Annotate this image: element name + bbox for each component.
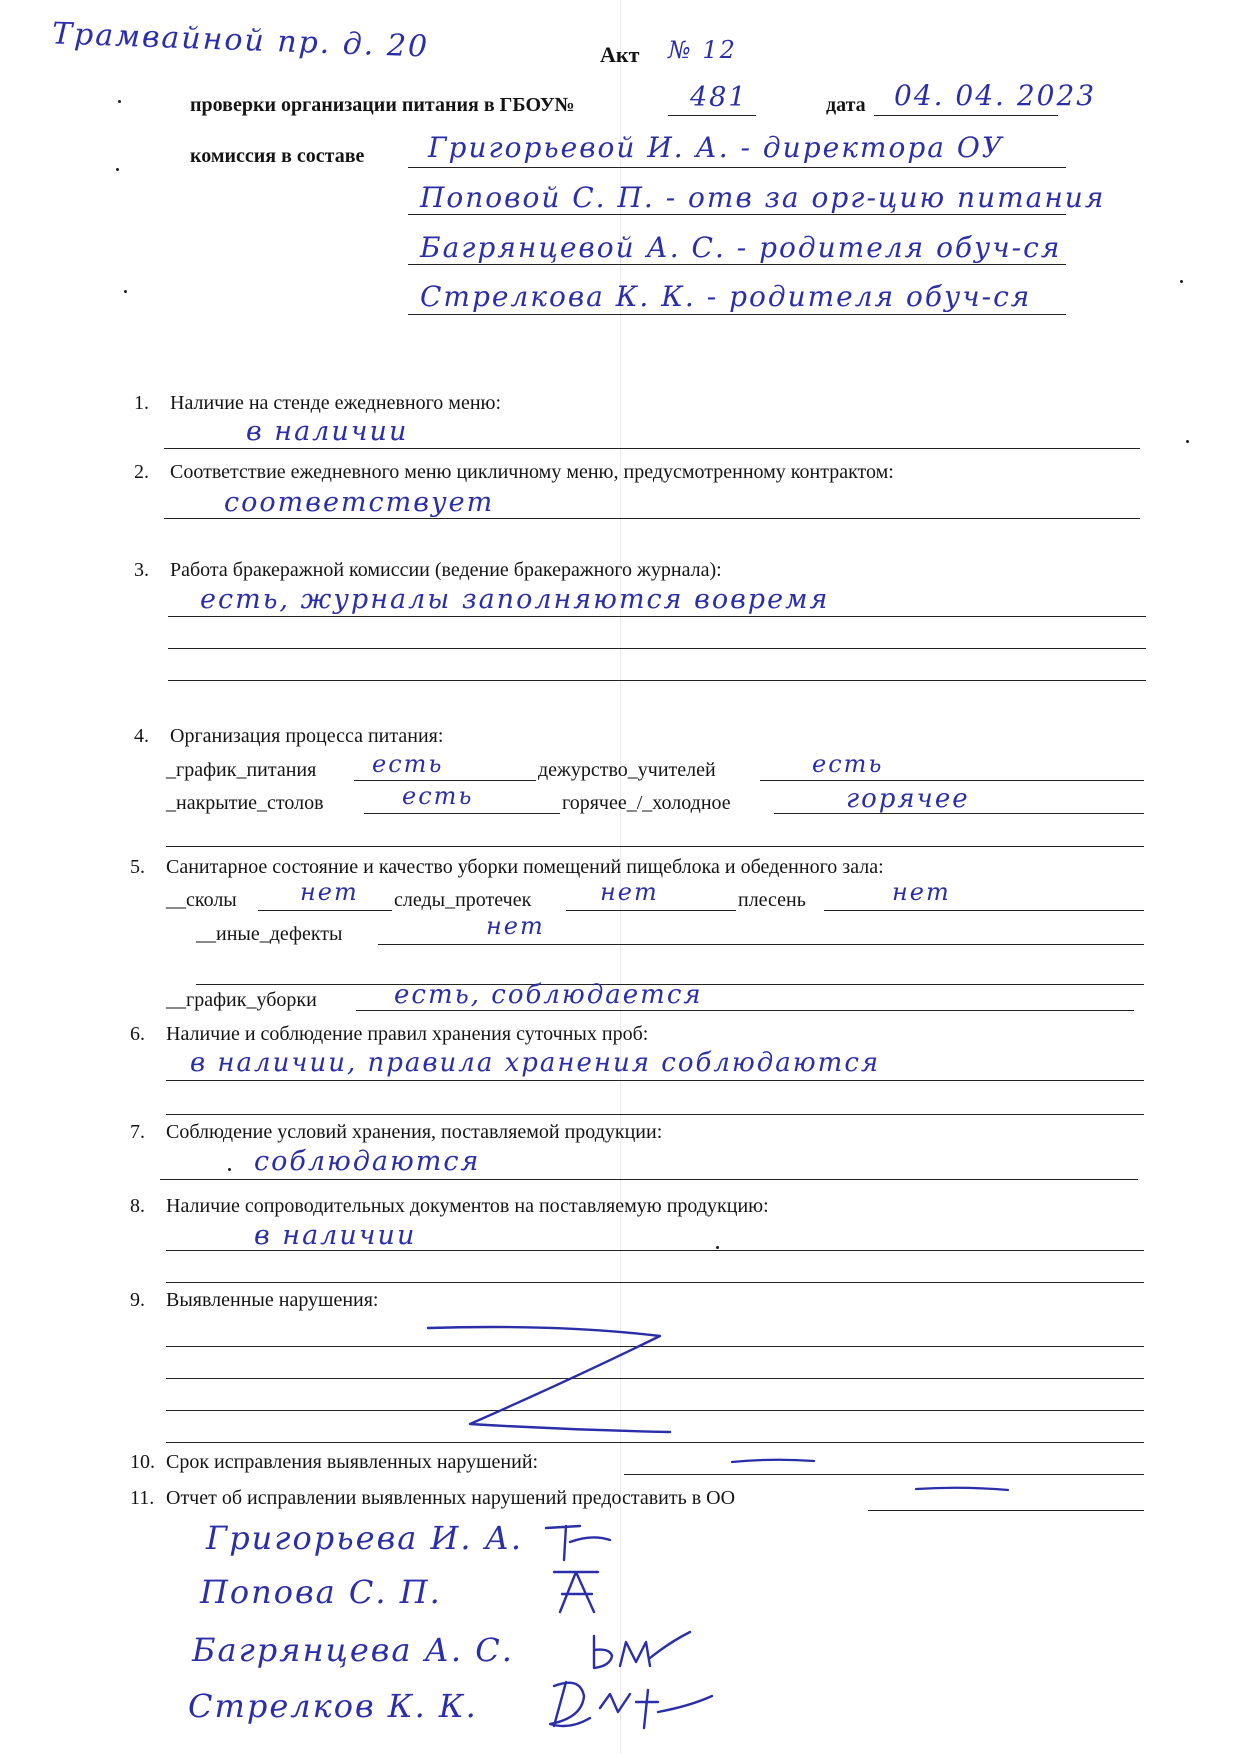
leaks-label: следы_протечек — [394, 889, 532, 911]
item-1-number: 1. — [134, 392, 149, 414]
item-3-number: 3. — [134, 559, 149, 581]
item-5-label: Санитарное состояние и качество уборки помещений пищеблока и обеденного зала: — [166, 856, 884, 878]
signer-3-signature — [586, 1622, 696, 1678]
item-8-line-2 — [166, 1282, 1144, 1283]
item-8-line-1 — [166, 1250, 1144, 1251]
commission-member-1: Григорьевой И. А. - директора ОУ — [428, 131, 1005, 164]
signer-2-signature — [546, 1562, 616, 1618]
commission-line-1 — [408, 167, 1066, 168]
schedule-label: _график_питания — [166, 759, 317, 781]
item-10-dash-mark — [728, 1456, 818, 1466]
item-1-line — [164, 448, 1140, 449]
duty-line — [760, 780, 1144, 781]
mold-line — [824, 910, 1144, 911]
commission-label: комиссия в составе — [190, 145, 365, 167]
school-number-line — [668, 115, 756, 116]
hotcold-value: горячее — [846, 784, 970, 814]
item-3-answer: есть, журналы заполняются вовремя — [200, 584, 830, 615]
item-3-line-1 — [168, 616, 1146, 617]
scan-speck — [716, 1246, 719, 1249]
scan-speck — [1180, 280, 1183, 283]
item-3-line-3 — [168, 680, 1146, 681]
item-2-line — [164, 518, 1140, 519]
cleaning-value: есть, соблюдается — [394, 980, 703, 1010]
item-8-answer: в наличии — [254, 1220, 417, 1251]
leaks-value: нет — [600, 878, 659, 906]
item-6-number: 6. — [130, 1023, 145, 1045]
signer-2-name: Попова С. П. — [200, 1573, 442, 1611]
signer-4-name: Стрелков К. К. — [188, 1687, 478, 1725]
schedule-value: есть — [372, 750, 444, 778]
item-8-label: Наличие сопроводительных документов на поставляемую продукцию: — [166, 1195, 769, 1217]
item-4-number: 4. — [134, 725, 149, 747]
schedule-line — [354, 780, 536, 781]
chips-value: нет — [300, 878, 359, 906]
item-10-line — [624, 1474, 1144, 1475]
item-11-line — [868, 1510, 1144, 1511]
item-9-line-4 — [166, 1442, 1144, 1443]
signer-1-signature — [540, 1512, 630, 1564]
item-2-answer: соответствует — [224, 487, 495, 518]
tables-line — [364, 813, 560, 814]
item-6-answer: в наличии, правила хранения соблюдаются — [190, 1048, 881, 1078]
scan-speck — [228, 1168, 231, 1171]
chips-line — [258, 910, 392, 911]
signer-3-name: Багрянцева А. С. — [192, 1631, 514, 1669]
commission-member-4: Стрелкова К. К. - родителя обуч-ся — [420, 280, 1032, 313]
item-6-label: Наличие и соблюдение правил хранения суточных проб: — [166, 1023, 649, 1045]
item-7-number: 7. — [130, 1121, 145, 1143]
item-11-label: Отчет об исправлении выявленных нарушений предоставить в ОО — [166, 1487, 736, 1509]
tables-value: есть — [402, 782, 474, 810]
handwritten-address: Трамвайной пр. д. 20 — [51, 16, 430, 65]
mold-label: плесень — [738, 889, 806, 911]
act-number: № 12 — [668, 36, 737, 64]
duty-value: есть — [812, 750, 884, 778]
item-5-number: 5. — [130, 856, 145, 878]
school-number: 481 — [690, 82, 748, 113]
commission-line-2 — [408, 214, 1066, 215]
subject-label: проверки организации питания в ГБОУ№ — [190, 94, 575, 116]
item-1-label: Наличие на стенде ежедневного меню: — [170, 392, 502, 414]
item-2-label: Соответствие ежедневного меню цикличному меню, предусмотренному контрактом: — [170, 461, 894, 483]
item-6-line-1 — [166, 1080, 1144, 1081]
z-strikethrough-mark — [420, 1320, 680, 1440]
scan-speck — [116, 168, 119, 171]
commission-line-3 — [408, 264, 1066, 265]
item-10-label: Срок исправления выявленных нарушений: — [166, 1451, 539, 1473]
date-label: дата — [826, 94, 866, 116]
date-line — [874, 115, 1058, 116]
scan-speck — [124, 290, 127, 293]
other-defects-line — [378, 944, 1144, 945]
chips-label: __сколы — [166, 889, 237, 911]
item-7-label: Соблюдение условий хранения, поставляемой продукции: — [166, 1121, 663, 1143]
item-6-line-2 — [166, 1114, 1144, 1115]
duty-label: дежурство_учителей — [538, 759, 716, 781]
commission-member-3: Багрянцевой А. С. - родителя обуч-ся — [420, 231, 1062, 264]
tables-label: _накрытие_столов — [166, 792, 324, 814]
cleaning-label: __график_уборки — [166, 989, 317, 1011]
item-9-label: Выявленные нарушения: — [166, 1289, 379, 1311]
mold-value: нет — [892, 878, 951, 906]
other-defects-label: __иные_дефекты — [196, 923, 343, 945]
commission-line-4 — [408, 314, 1066, 315]
item-3-label: Работа бракеражной комиссии (ведение бракеражного журнала): — [170, 559, 722, 581]
date-value: 04. 04. 2023 — [894, 79, 1097, 112]
other-defects-value: нет — [486, 912, 545, 940]
item-1-answer: в наличии — [246, 416, 409, 447]
hotcold-label: горячее_/_холодное — [562, 792, 731, 814]
commission-member-2: Поповой С. П. - отв за орг-цию питания — [420, 181, 1106, 214]
cleaning-line — [356, 1010, 1134, 1011]
signer-1-name: Григорьева И. А. — [206, 1519, 524, 1557]
item-2-number: 2. — [134, 461, 149, 483]
signer-4-signature — [540, 1672, 720, 1736]
item-9-number: 9. — [130, 1289, 145, 1311]
item-10-number: 10. — [130, 1451, 155, 1473]
leaks-line — [566, 910, 736, 911]
item-7-line — [160, 1179, 1138, 1180]
item-4-line-extra — [166, 846, 1144, 847]
item-4-label: Организация процесса питания: — [170, 725, 444, 747]
scan-speck — [1186, 440, 1189, 443]
scan-speck — [118, 100, 121, 103]
item-11-dash-mark — [912, 1484, 1012, 1494]
item-11-number: 11. — [130, 1487, 155, 1509]
act-title: Акт — [600, 42, 640, 67]
item-3-line-2 — [168, 648, 1146, 649]
item-7-answer: соблюдаются — [254, 1146, 481, 1177]
item-8-number: 8. — [130, 1195, 145, 1217]
